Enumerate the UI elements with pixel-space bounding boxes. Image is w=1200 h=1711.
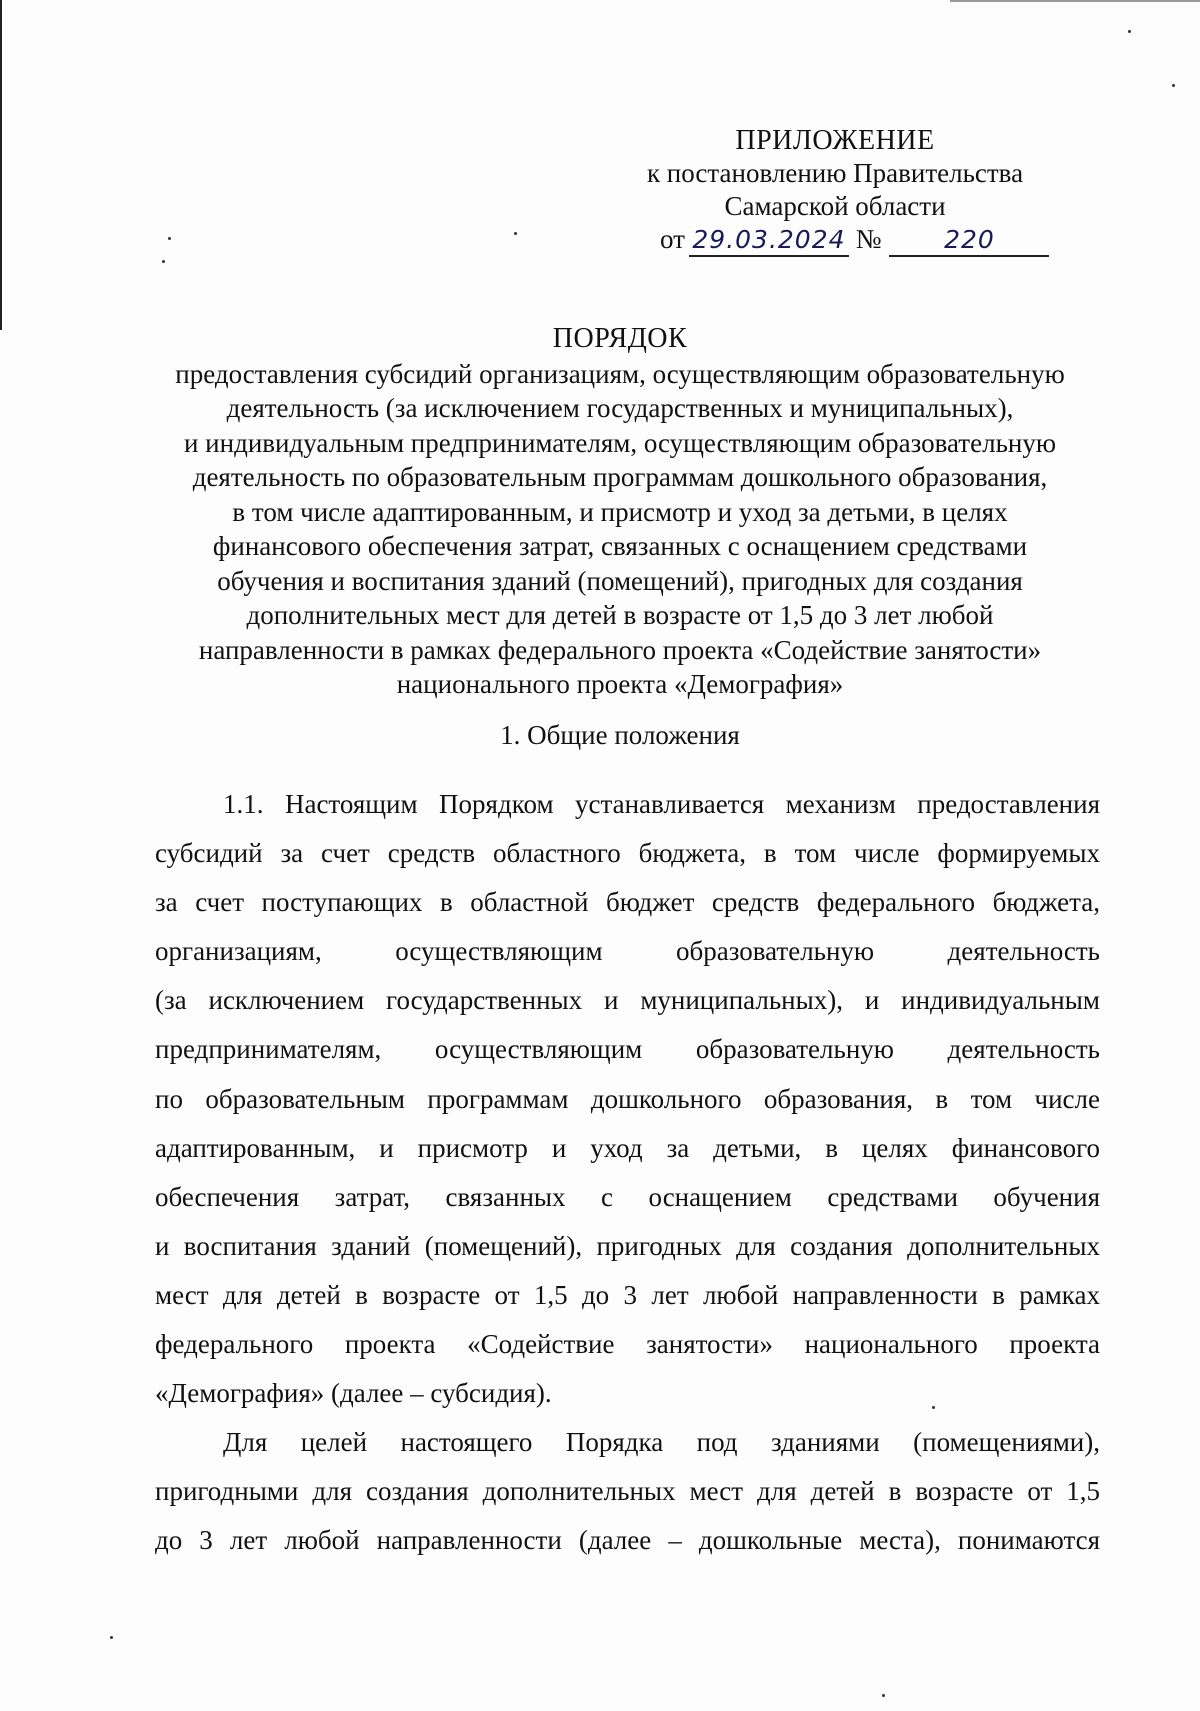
- paragraph-line: пригодными для создания дополнительных мест для детей в возрасте от 1,5: [155, 1476, 1100, 1507]
- document-title: ПОРЯДОК: [552, 323, 688, 354]
- paragraph-line: до 3 лет любой направленности (далее – дошкольные места), понимаются: [155, 1525, 1100, 1556]
- scan-edge-artifact: [950, 0, 1200, 2]
- scan-speck: [162, 260, 165, 263]
- paragraph: [155, 780, 1100, 1418]
- paragraph-line: субсидий за счет средств областного бюджета, в том числе формируемых: [155, 838, 1100, 869]
- scan-edge-artifact: [0, 0, 2, 330]
- heading-line: направленности в рамках федерального проекта «Содействие занятости»: [198, 634, 1042, 665]
- paragraph-line: Для целей настоящего Порядка под зданиями (помещениями),: [223, 1427, 1100, 1458]
- heading-line: финансового обеспечения затрат, связанных с оснащением средствами: [212, 531, 1028, 561]
- paragraph-line: и воспитания зданий (помещений), пригодных для создания дополнительных: [155, 1230, 1100, 1261]
- section-title: 1. Общие положения: [500, 720, 740, 750]
- approval-line: Самарской области: [724, 191, 946, 221]
- heading-line: деятельность (за исключением государственных и муниципальных),: [226, 393, 1014, 423]
- paragraph-line: предпринимателям, осуществляющим образовательную деятельность: [155, 1034, 1100, 1065]
- paragraph-line: обеспечения затрат, связанных с оснащением средствами обучения: [155, 1181, 1100, 1212]
- paragraph-line: организациям, осуществляющим образовательную деятельность: [155, 936, 1100, 967]
- date-field: [689, 224, 849, 257]
- handwritten-date: 29.03.2024: [692, 225, 846, 254]
- paragraph-line: 1.1. Настоящим Порядком устанавливается механизм предоставления: [223, 789, 1100, 819]
- paragraph-line: мест для детей в возрасте от 1,5 до 3 лет любой направленности в рамках: [155, 1279, 1100, 1310]
- approval-block: [620, 124, 1050, 261]
- heading-line: национального проекта «Демография»: [396, 669, 844, 699]
- heading-line: в том числе адаптированным, и присмотр и уход за детьми, в целях: [232, 496, 1008, 527]
- document-body: [155, 780, 1100, 1566]
- approval-line: к постановлению Правительства: [646, 158, 1024, 188]
- from-label: от: [660, 224, 685, 254]
- heading-line: дополнительных мест для детей в возрасте от 1,5 до 3 лет любой: [246, 600, 994, 630]
- paragraph-line: за счет поступающих в областной бюджет средств федерального бюджета,: [155, 887, 1100, 918]
- scan-speck: [882, 1694, 885, 1697]
- paragraph-line: (за исключением государственных и муниципальных), и индивидуальным: [155, 985, 1100, 1016]
- paragraph: [155, 1418, 1100, 1565]
- number-label: №: [855, 224, 882, 254]
- paragraph-line: по образовательным программам дошкольного образования, в том числе: [155, 1083, 1100, 1114]
- heading-line: предоставления субсидий организациям, осуществляющим образовательную: [175, 358, 1065, 389]
- paragraph-line: «Демография» (далее – субсидия).: [155, 1378, 552, 1409]
- heading-line: деятельность по образовательным программам дошкольного образования,: [192, 462, 1048, 492]
- approval-reference: [620, 223, 1050, 261]
- number-field: [889, 224, 1049, 257]
- heading-line: и индивидуальным предпринимателям, осуществляющим образовательную: [183, 427, 1056, 458]
- handwritten-number: 220: [944, 225, 995, 254]
- paragraph-line: федерального проекта «Содействие занятости» национального проекта: [155, 1329, 1100, 1360]
- scan-speck: [110, 1636, 113, 1639]
- heading-line: обучения и воспитания зданий (помещений), пригодных для создания: [217, 565, 1023, 596]
- document-heading: [140, 322, 1100, 702]
- scan-speck: [514, 232, 517, 235]
- scan-speck: [168, 237, 171, 240]
- paragraph-line: адаптированным, и присмотр и уход за детьми, в целях финансового: [155, 1132, 1100, 1163]
- approval-title: ПРИЛОЖЕНИЕ: [735, 125, 935, 156]
- scan-speck: [1128, 30, 1131, 33]
- scan-speck: [1172, 84, 1175, 87]
